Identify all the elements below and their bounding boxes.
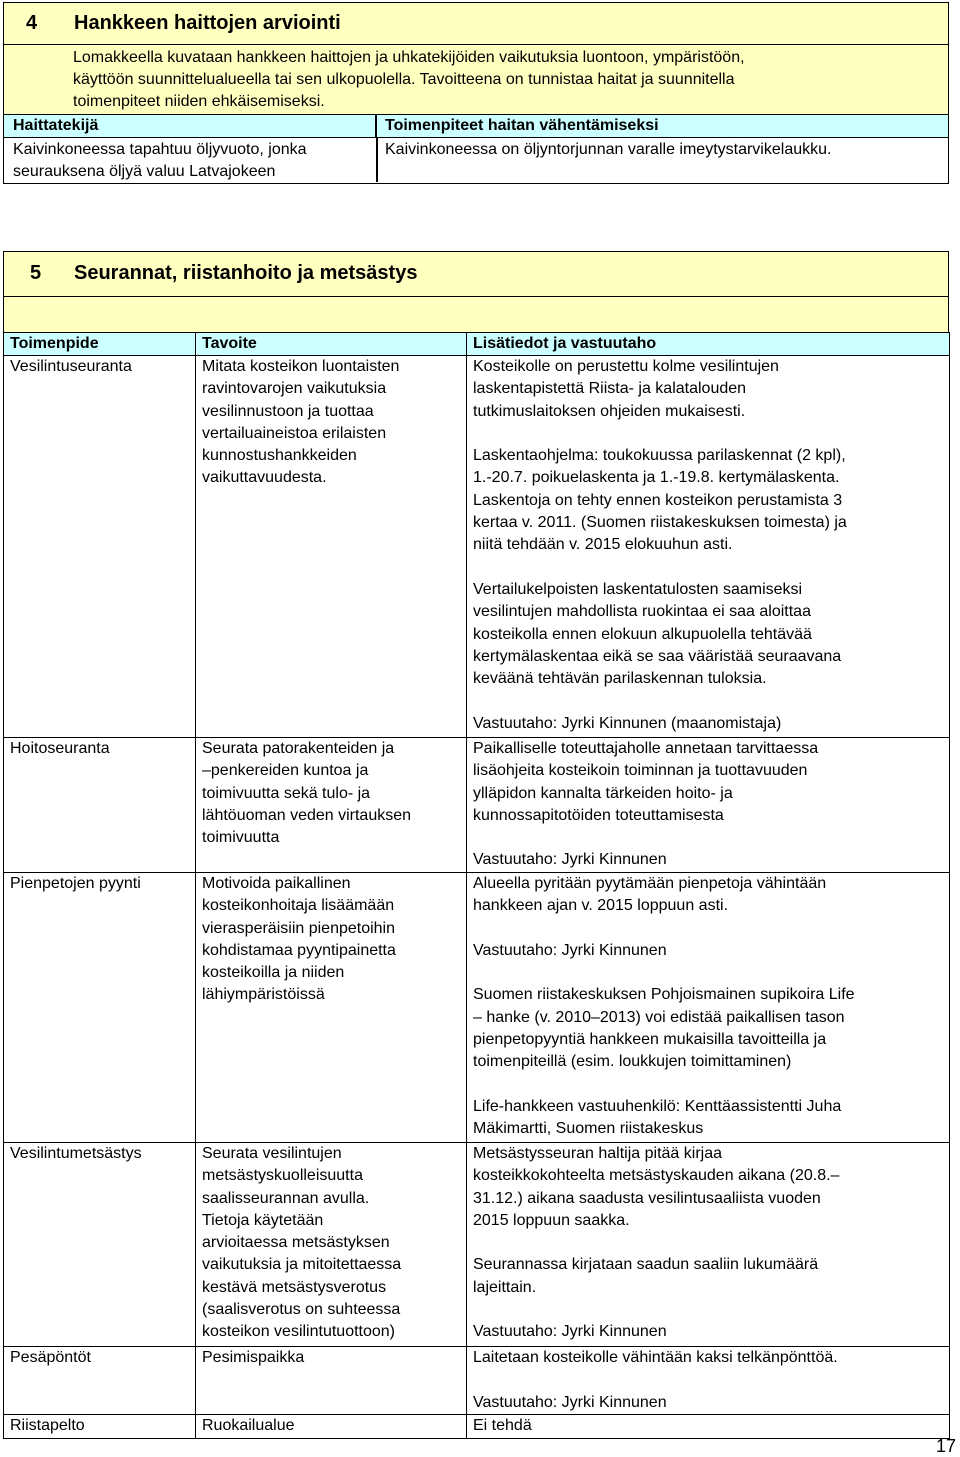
section4-header-divider xyxy=(375,114,377,138)
col-header-tavoite: Tavoite xyxy=(196,333,467,356)
section5-title: Seurannat, riistanhoito ja metsästys xyxy=(74,262,418,284)
section4-divider xyxy=(376,138,378,182)
row-goal: Seurata vesilintujen metsästyskuolleisuutta saalisseurannan avulla. Tietoja käytetään arvioitaessa metsästyksen vaikutuksia ja mitoitettaessa kestävä metsästysverotus (saalisverotus on suhteessa kosteikon vesilintutuottoon) xyxy=(196,1143,467,1347)
row-info: Ei tehdä xyxy=(467,1414,950,1438)
row-info: Kosteikolle on perustettu kolme vesilintujen laskentapistettä Riista- ja kalatalouden tutkimuslaitoksen ohjeiden mukaisesti. Laskentaohjelma: toukokuussa parilaskennat (2 kpl), 1.-20.7. poikuelaskenta ja 1.-19.8. kertymälaskenta. Laskentoja on tehty ennen kosteikon perustamista 3 kertaa v. 2011. (Suomen riistakeskuksen toimesta) ja niitä tehdään v. 2015 elokuuhun asti. Vertailukelpoisten laskentatulosten saamiseksi vesilintujen mahdollista ruokintaa ei saa aloittaa kosteikolla ennen elokuun alkupuolella tehtävää kertymälaskentaa eikä se saa vääristää seuraavana keväänä tehtävän parilaskennan tuloksia. Vastuutaho: Jyrki Kinnunen (maanomistaja) xyxy=(467,356,950,738)
row-info: Metsästysseuran haltija pitää kirjaa kosteikkokohteelta metsästyskauden aikana (20.8.– 31.12.) aikana saadusta vesilintusaaliista vuoden 2015 loppuun saakka. Seurannassa kirjataan saadun saaliin lukumäärä lajeittain. Vastuutaho: Jyrki Kinnunen xyxy=(467,1143,950,1347)
row-info: Paikalliselle toteuttajaholle annetaan tarvittaessa lisäohjeita kosteikoin toiminnan ja tuottavuuden ylläpidon kannalta tärkeiden hoito- ja kunnossapitotöiden toteuttamisesta Vastuutaho: Jyrki Kinnunen xyxy=(467,738,950,873)
table-row xyxy=(4,1347,950,1415)
row-action: Pienpetojen pyynti xyxy=(4,873,196,1143)
row-action: Vesilintumetsästys xyxy=(4,1143,196,1347)
table-row xyxy=(4,738,950,873)
col-header-lisatiedot: Lisätiedot ja vastuutaho xyxy=(467,333,950,356)
row-goal: Seurata patorakenteiden ja –penkereiden kuntoa ja toimivuutta sekä tulo- ja lähtöuoman veden virtauksen toimivuutta xyxy=(196,738,467,873)
section4-title: Hankkeen haittojen arviointi xyxy=(74,12,341,34)
row-goal: Ruokailualue xyxy=(196,1414,467,1438)
section5-header xyxy=(3,251,949,297)
row-goal: Mitata kosteikon luontaisten ravintovarojen vaikutuksia vesilinnustoon ja tuottaa vertailuaineistoa erilaisten kunnostushankkeiden vaikuttavuudesta. xyxy=(196,356,467,738)
table-row xyxy=(4,1414,950,1438)
section5-spacer xyxy=(3,296,949,333)
section5-table-header xyxy=(4,333,950,356)
section5-table xyxy=(3,332,950,1439)
row-action: Hoitoseuranta xyxy=(4,738,196,873)
section4-number: 4 xyxy=(26,12,38,34)
row-action: Riistapelto xyxy=(4,1414,196,1438)
table-row xyxy=(4,873,950,1143)
row-action: Pesäpöntöt xyxy=(4,1347,196,1415)
section4-intro-box xyxy=(3,44,949,115)
page-number: 17 xyxy=(935,1436,956,1456)
col-header-toimenpiteet: Toimenpiteet haitan vähentämiseksi xyxy=(385,117,659,134)
section4-intro: Lomakkeella kuvataan hankkeen haittojen ja uhkatekijöiden vaikutuksia luontoon, ympäristöön, käyttöön suunnittelualueella tai sen ulkopuolella. Tavoitteena on tunnistaa haitat ja suunnitella toimenpiteet niiden ehkäisemiseksi. xyxy=(73,49,745,110)
row-info: Alueella pyritään pyytämään pienpetoja vähintään hankkeen ajan v. 2015 loppuun asti. Vastuutaho: Jyrki Kinnunen Suomen riistakeskuksen Pohjoismainen supikoira Life – hanke (v. 2010–2013) voi edistää paikallisen tason pienpetopyyntiä hankkeen mukaisilla tavoitteilla ja toimenpiteillä (esim. loukkujen toimittaminen) Life-hankkeen vastuuhenkilö: Kenttäassistentti Juha Mäkimartti, Suomen riistakeskus xyxy=(467,873,950,1143)
haittatekija-text: Kaivinkoneessa tapahtuu öljyvuoto, jonka seurauksena öljyä valuu Latvajokeen xyxy=(13,141,307,180)
toimenpide-text: Kaivinkoneessa on öljyntorjunnan varalle imeytystarvikelaukku. xyxy=(385,141,832,158)
section4-row xyxy=(3,137,949,184)
row-goal: Motivoida paikallinen kosteikonhoitaja lisäämään vierasperäisiin pienpetoihin kohdistamaa pyyntipainetta kosteikoilla ja niiden lähiympäristöissä xyxy=(196,873,467,1143)
row-action: Vesilintuseuranta xyxy=(4,356,196,738)
section5-number: 5 xyxy=(30,262,42,284)
table-row xyxy=(4,1143,950,1347)
col-header-haittatekija: Haittatekijä xyxy=(13,117,99,134)
section4-header xyxy=(3,2,949,45)
col-header-toimenpide: Toimenpide xyxy=(4,333,196,356)
section4-table-header xyxy=(3,114,949,138)
row-info: Laitetaan kosteikolle vähintään kaksi telkänpönttöä. Vastuutaho: Jyrki Kinnunen xyxy=(467,1347,950,1415)
row-goal: Pesimispaikka xyxy=(196,1347,467,1415)
table-row xyxy=(4,356,950,738)
